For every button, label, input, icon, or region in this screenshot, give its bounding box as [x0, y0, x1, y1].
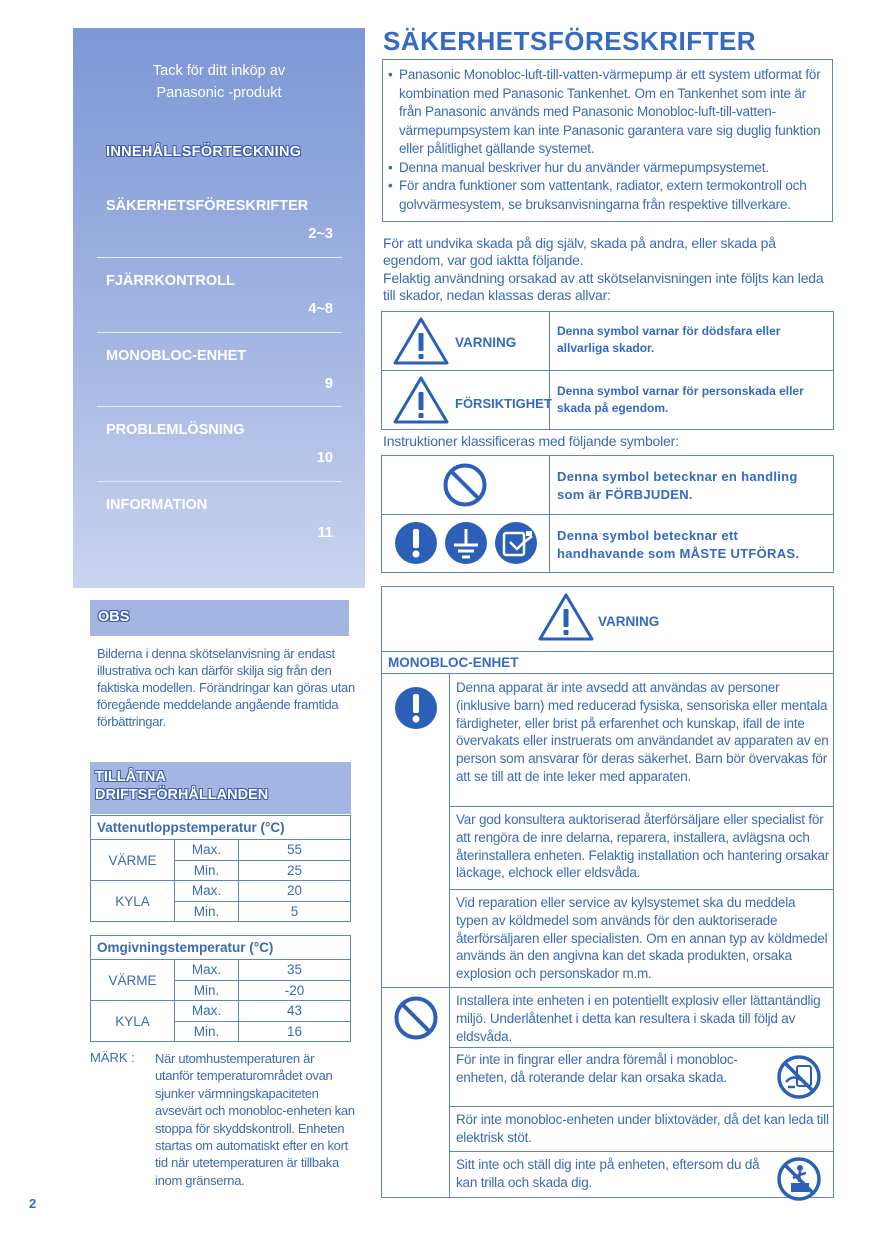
- mode-heat: VÄRME: [91, 960, 175, 1001]
- warning-label: VARNING: [455, 335, 517, 350]
- page-number: 2: [29, 1196, 37, 1211]
- operating-conditions-title: [95, 768, 268, 804]
- mode-cool: KYLA: [91, 1001, 175, 1042]
- mandatory-description: Denna symbol betecknar ett handhavande som MÅSTE UTFÖRAS.: [557, 528, 800, 561]
- toc-item-safety[interactable]: [97, 198, 343, 242]
- mandatory-action-icon: [393, 520, 439, 566]
- toc-divider: [97, 406, 342, 407]
- row-divider: [450, 1106, 834, 1107]
- caution-description: Denna symbol varnar för personskada eller skada på egendom.: [557, 384, 804, 415]
- limit-max: Max.: [175, 1001, 239, 1022]
- toc-item-information[interactable]: [97, 497, 343, 541]
- intro-bullet-list: [388, 66, 830, 214]
- intro-paragraph-2: Felaktig användning orsakad av att skötselanvisningen inte följts kan leda till skador, nedan klassas deras allvar:: [383, 270, 824, 303]
- caution-triangle-icon: [392, 375, 450, 425]
- toc-divider: [97, 481, 342, 482]
- list-item: • Denna manual beskriver hur du använder värmepumpsystemet.: [388, 159, 830, 178]
- toc-item-title: PROBLEMLÖSNING: [106, 422, 245, 438]
- toc-item-title: MONOBLOC-ENHET: [106, 348, 247, 364]
- note-label: MÄRK :: [90, 1050, 135, 1065]
- ground-connection-icon: [443, 520, 489, 566]
- row-divider: [382, 987, 834, 988]
- warning-item: För inte in fingrar eller andra föremål i monobloc-enheten, då roterande delar kan orsaka skada.: [456, 1052, 738, 1085]
- column-divider: [549, 456, 550, 572]
- prohibited-description: Denna symbol betecknar en handling som är FÖRBJUDEN.: [557, 469, 798, 502]
- warning-description: Denna symbol varnar för dödsfara eller allvarliga skador.: [557, 324, 781, 355]
- value-cell: 5: [239, 901, 351, 922]
- water-table-header: Vattenutloppstemperatur (°C): [91, 816, 351, 840]
- row-divider: [450, 1151, 834, 1152]
- section-heading: MONOBLOC-ENHET: [388, 655, 519, 670]
- toc-item-page: 2~3: [308, 226, 333, 242]
- operating-conditions-title-line-2: DRIFTSFÖRHÅLLANDEN: [95, 787, 269, 803]
- row-divider: [382, 651, 834, 652]
- toc-item-page: 10: [316, 450, 333, 466]
- ambient-table-header: Omgivningstemperatur (°C): [91, 936, 351, 960]
- warning-item: Vid reparation eller service av kylsystemet ska du meddela typen av köldmedel som används för den auktoriserade återförsäljaren eller specialisten. Om en annan typ av köldmedel används än den angivna kan det skada produkten, orsaka explosion och personskador m.m.: [456, 895, 828, 982]
- value-cell: 43: [239, 1001, 351, 1022]
- toc-item-page: 11: [317, 525, 333, 541]
- ambient-temperature-table: [90, 935, 351, 1042]
- no-standing-icon: [776, 1156, 822, 1202]
- page-title: SÄKERHETSFÖRESKRIFTER: [383, 26, 757, 56]
- toc-item-remote[interactable]: [97, 273, 343, 317]
- value-cell: 16: [239, 1021, 351, 1042]
- limit-min: Min.: [175, 860, 239, 881]
- limit-min: Min.: [175, 1021, 239, 1042]
- warning-item: Denna apparat är inte avsedd att användas av personer (inklusive barn) med reducerad fysiska, sensoriska eller mentala färdigheter, eller brist på erfarenhet och kunskap, ifall de inte övervakats eller instruerats om användandet av apparaten av en person som ansvarar för deras säkerhet. Barn bör övervakas för att se till att de inte leker med apparaten.: [456, 680, 829, 784]
- mode-heat: VÄRME: [91, 840, 175, 881]
- row-divider: [382, 514, 834, 515]
- thanks-text: [73, 60, 365, 104]
- warning-item: Rör inte monobloc-enheten under blixtoväder, då det kan leda till elektrisk stöt.: [456, 1112, 829, 1145]
- warning-triangle-icon: [392, 316, 450, 366]
- warning-triangle-icon: [537, 592, 595, 642]
- value-cell: 35: [239, 960, 351, 981]
- warning-label: VARNING: [598, 614, 660, 629]
- value-cell: 20: [239, 881, 351, 902]
- toc-divider: [97, 332, 342, 333]
- limit-min: Min.: [175, 980, 239, 1001]
- row-divider: [450, 806, 834, 807]
- warning-item: Sitt inte och ställ dig inte på enheten, eftersom du då kan trilla och skada dig.: [456, 1157, 760, 1190]
- warning-item: Installera inte enheten i en potentiellt explosiv eller lättantändlig miljö. Underlåtenhet i detta kan resultera i skada till följd av eldsvåda.: [456, 993, 821, 1044]
- note-text: När utomhustemperaturen är utanför temperaturområdet ovan sjunker värmningskapaciteten avsevärt och monobloc-enheten kan stoppa för skyddskontroll. Enheten startas om automatiskt efter en kort tid när utetemperaturen är tillbaka inom gränserna.: [155, 1051, 355, 1188]
- column-divider: [549, 312, 550, 429]
- limit-max: Max.: [175, 840, 239, 861]
- toc-item-monobloc[interactable]: [97, 348, 343, 392]
- value-cell: -20: [239, 980, 351, 1001]
- limit-min: Min.: [175, 901, 239, 922]
- toc-divider: [97, 257, 342, 258]
- caution-label: FÖRSIKTIGHET: [455, 396, 552, 411]
- obs-text: Bilderna i denna skötselanvisning är endast illustrativa och kan därför skilja sig från den faktiska modellen. Förändringar kan göras utan föregående meddelande angående framtida förbättringar.: [97, 646, 355, 729]
- toc-item-title: INFORMATION: [106, 497, 208, 513]
- limit-max: Max.: [175, 881, 239, 902]
- prohibited-icon: [442, 462, 488, 508]
- water-temperature-table: [90, 815, 351, 922]
- warning-item: Var god konsultera auktoriserad återförsäljare eller specialist för att rengöra de inre delarna, reparera, installera, avlägsna och återinstallera enheten. Felaktig installation och hantering orsakar läckage, elchock eller eldsvåda.: [456, 812, 830, 881]
- row-divider: [450, 889, 834, 890]
- toc-item-title: FJÄRRKONTROLL: [106, 273, 235, 289]
- toc-item-page: 9: [324, 376, 333, 392]
- operating-conditions-title-line-1: TILLÅTNA: [95, 769, 166, 785]
- toc-item-troubleshooting[interactable]: [97, 422, 343, 466]
- thanks-line-1: Tack för ditt inköp av: [152, 63, 286, 79]
- obs-title: OBS: [98, 609, 130, 625]
- intro-paragraph-1: För att undvika skada på dig själv, skada på andra, eller skada på egendom, var god iaktta följande.: [383, 235, 776, 268]
- prohibited-icon: [393, 995, 439, 1041]
- thanks-line-2: Panasonic -produkt: [156, 85, 282, 101]
- toc-item-page: 4~8: [308, 301, 333, 317]
- mode-cool: KYLA: [91, 881, 175, 922]
- limit-max: Max.: [175, 960, 239, 981]
- column-divider: [449, 674, 450, 1197]
- row-divider: [450, 1047, 834, 1048]
- mandatory-action-icon: [393, 685, 439, 731]
- value-cell: 55: [239, 840, 351, 861]
- toc-item-title: SÄKERHETSFÖRESKRIFTER: [106, 198, 309, 214]
- value-cell: 25: [239, 860, 351, 881]
- unplug-power-icon: [493, 520, 539, 566]
- no-fingers-icon: [776, 1054, 822, 1100]
- row-divider: [382, 370, 834, 371]
- list-item: • För andra funktioner som vattentank, radiator, extern termokontroll och golvvärmesystem, se bruksanvisningarna från respektive tillverkare.: [388, 177, 830, 214]
- list-item: • Panasonic Monobloc-luft-till-vatten-värmepump är ett system utformat för kombination med Panasonic Tankenhet. Om en Tankenhet som inte är från Panasonic används med Panasonic Monobloc-luft-till-vatten-värmepumpsystem kan inte Panasonic garantera vare sig duglig funktion eller pålitlighet gällande systemet.: [388, 66, 830, 159]
- toc-heading: INNEHÅLLSFÖRTECKNING: [106, 144, 302, 160]
- instruction-intro: Instruktioner klassificeras med följande symboler:: [383, 433, 679, 449]
